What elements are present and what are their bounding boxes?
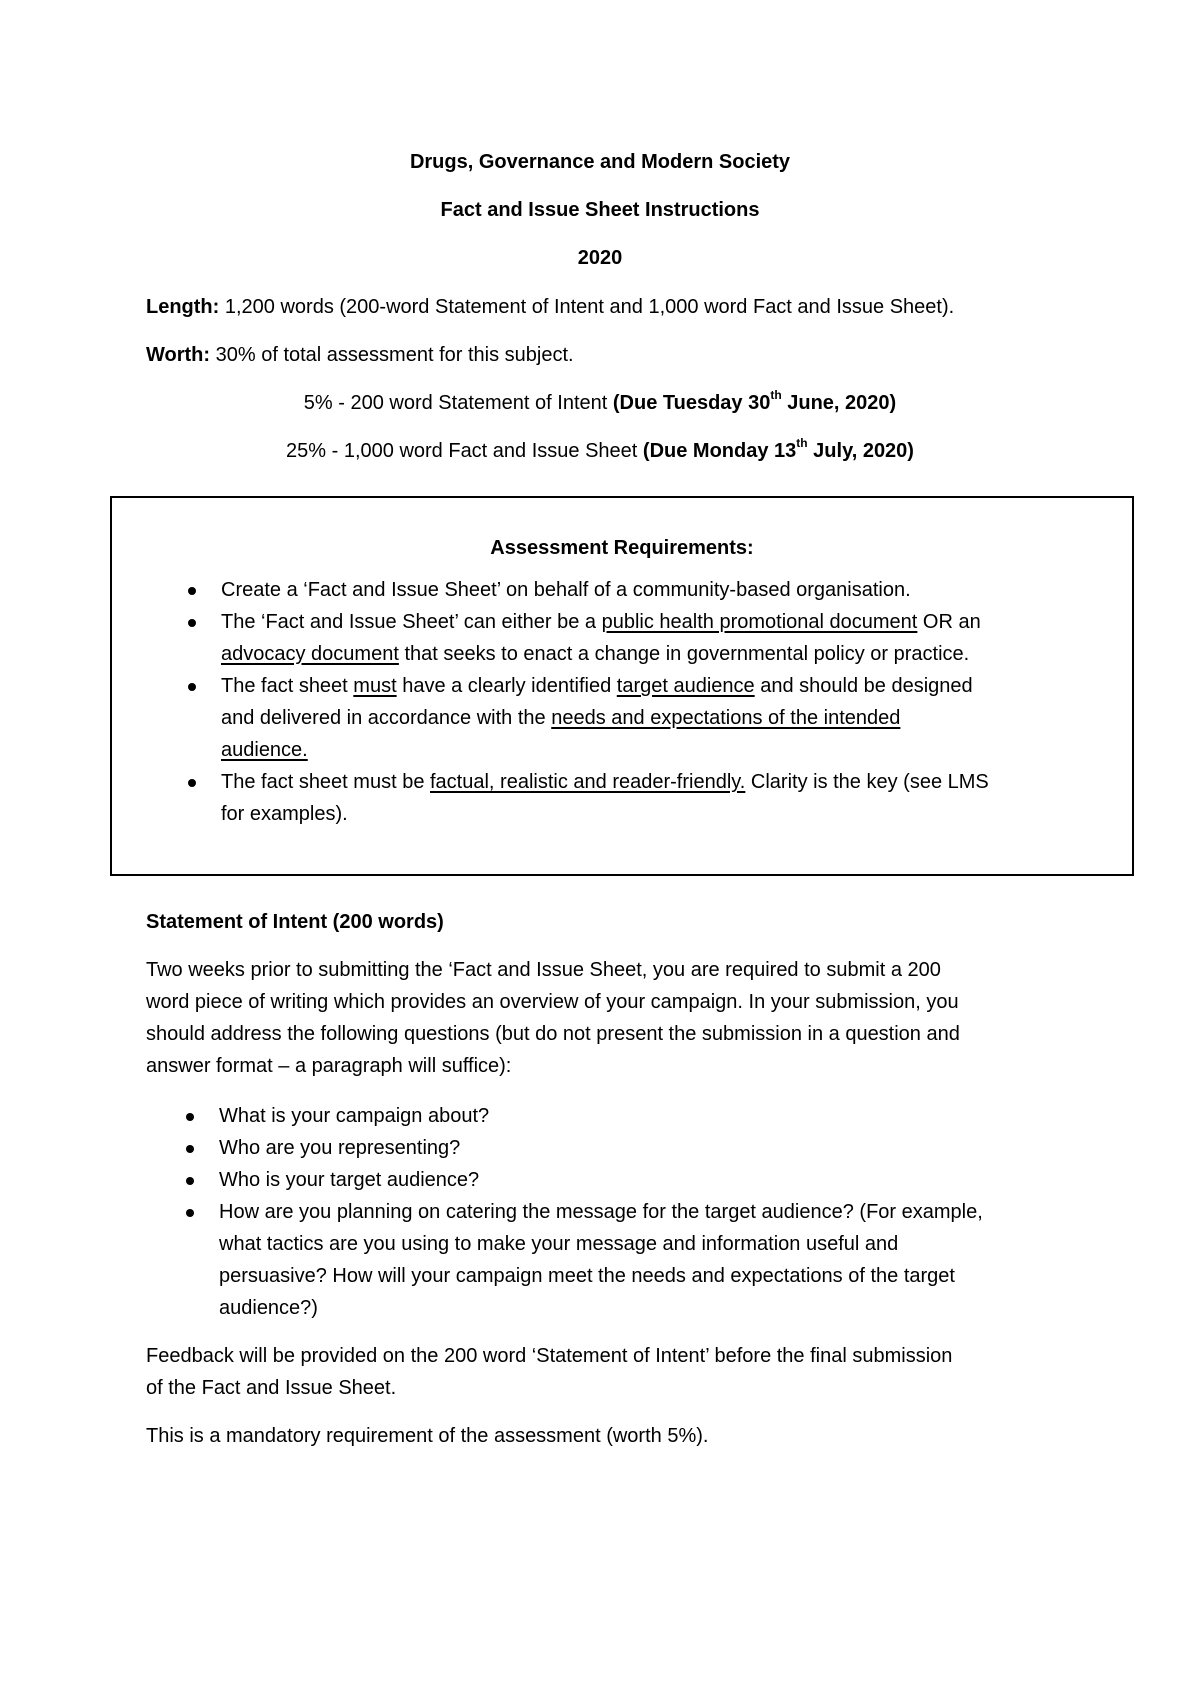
worth-line	[146, 339, 574, 371]
document-year: 2020	[577, 247, 623, 269]
feedback-paragraph: Feedback will be provided on the 200 word ‘Statement of Intent’ before the final submission of the Fact and Issue Sheet.	[146, 1345, 953, 1399]
statement-paragraph: Two weeks prior to submitting the ‘Fact and Issue Sheet, you are required to submit a 200 word piece of writing which provides an overview of your campaign. In your submission, you should address the following questions (but do not present the submission in a question and answer format – a paragraph will suffice):	[146, 959, 960, 1077]
due-date: (Due Tuesday 30th June, 2020)	[612, 388, 897, 414]
list-item: The fact sheet must have a clearly identified target audience and should be designed and delivered in accordance with the needs and expectations of the intended audience.	[148, 670, 1108, 766]
list-item: The fact sheet must be factual, realistic and reader-friendly. Clarity is the key (see LMS for examples).	[148, 766, 1108, 830]
bullet-icon	[186, 1113, 194, 1121]
requirements-list	[148, 574, 1108, 830]
bullet-icon	[186, 1209, 194, 1217]
bullet-icon	[186, 1177, 194, 1185]
worth-text: 30% of total assessment for this subject.	[215, 344, 574, 366]
list-item: How are you planning on catering the message for the target audience? (For example, what tactics are you using to make your message and information useful and persuasive? How will your campaign meet the needs and expectations of the target audience?)	[146, 1196, 1066, 1324]
due-item-text: 25% - 1,000 word Fact and Issue Sheet	[286, 440, 638, 462]
bullet-icon	[188, 779, 196, 787]
list-item: Who is your target audience?	[146, 1164, 1066, 1196]
list-item: Create a ‘Fact and Issue Sheet’ on behalf of a community-based organisation.	[148, 574, 1108, 606]
length-text: 1,200 words (200-word Statement of Intent and 1,000 word Fact and Issue Sheet).	[224, 296, 955, 318]
due-item-text: 5% - 200 word Statement of Intent	[303, 392, 608, 414]
bullet-icon	[188, 683, 196, 691]
subject-title: Drugs, Governance and Modern Society	[409, 151, 791, 173]
requirements-title: Assessment Requirements:	[490, 537, 754, 559]
bullet-icon	[188, 587, 196, 595]
document-title: Fact and Issue Sheet Instructions	[440, 199, 760, 221]
bullet-icon	[186, 1145, 194, 1153]
statement-heading: Statement of Intent (200 words)	[146, 911, 444, 933]
assessment-requirements-box	[110, 496, 1134, 876]
worth-label: Worth:	[146, 344, 211, 366]
length-line	[146, 291, 954, 323]
bullet-icon	[188, 619, 196, 627]
due-item-statement	[0, 387, 1200, 419]
list-item: Who are you representing?	[146, 1132, 1066, 1164]
length-label: Length:	[146, 296, 220, 318]
statement-questions-list	[146, 1100, 1066, 1324]
mandatory-note: This is a mandatory requirement of the assessment (worth 5%).	[146, 1425, 709, 1447]
list-item: The ‘Fact and Issue Sheet’ can either be a public health promotional document OR an advocacy document that seeks to enact a change in governmental policy or practice.	[148, 606, 1108, 670]
due-date: (Due Monday 13th July, 2020)	[642, 436, 914, 462]
due-item-factsheet	[0, 435, 1200, 467]
list-item: What is your campaign about?	[146, 1100, 1066, 1132]
